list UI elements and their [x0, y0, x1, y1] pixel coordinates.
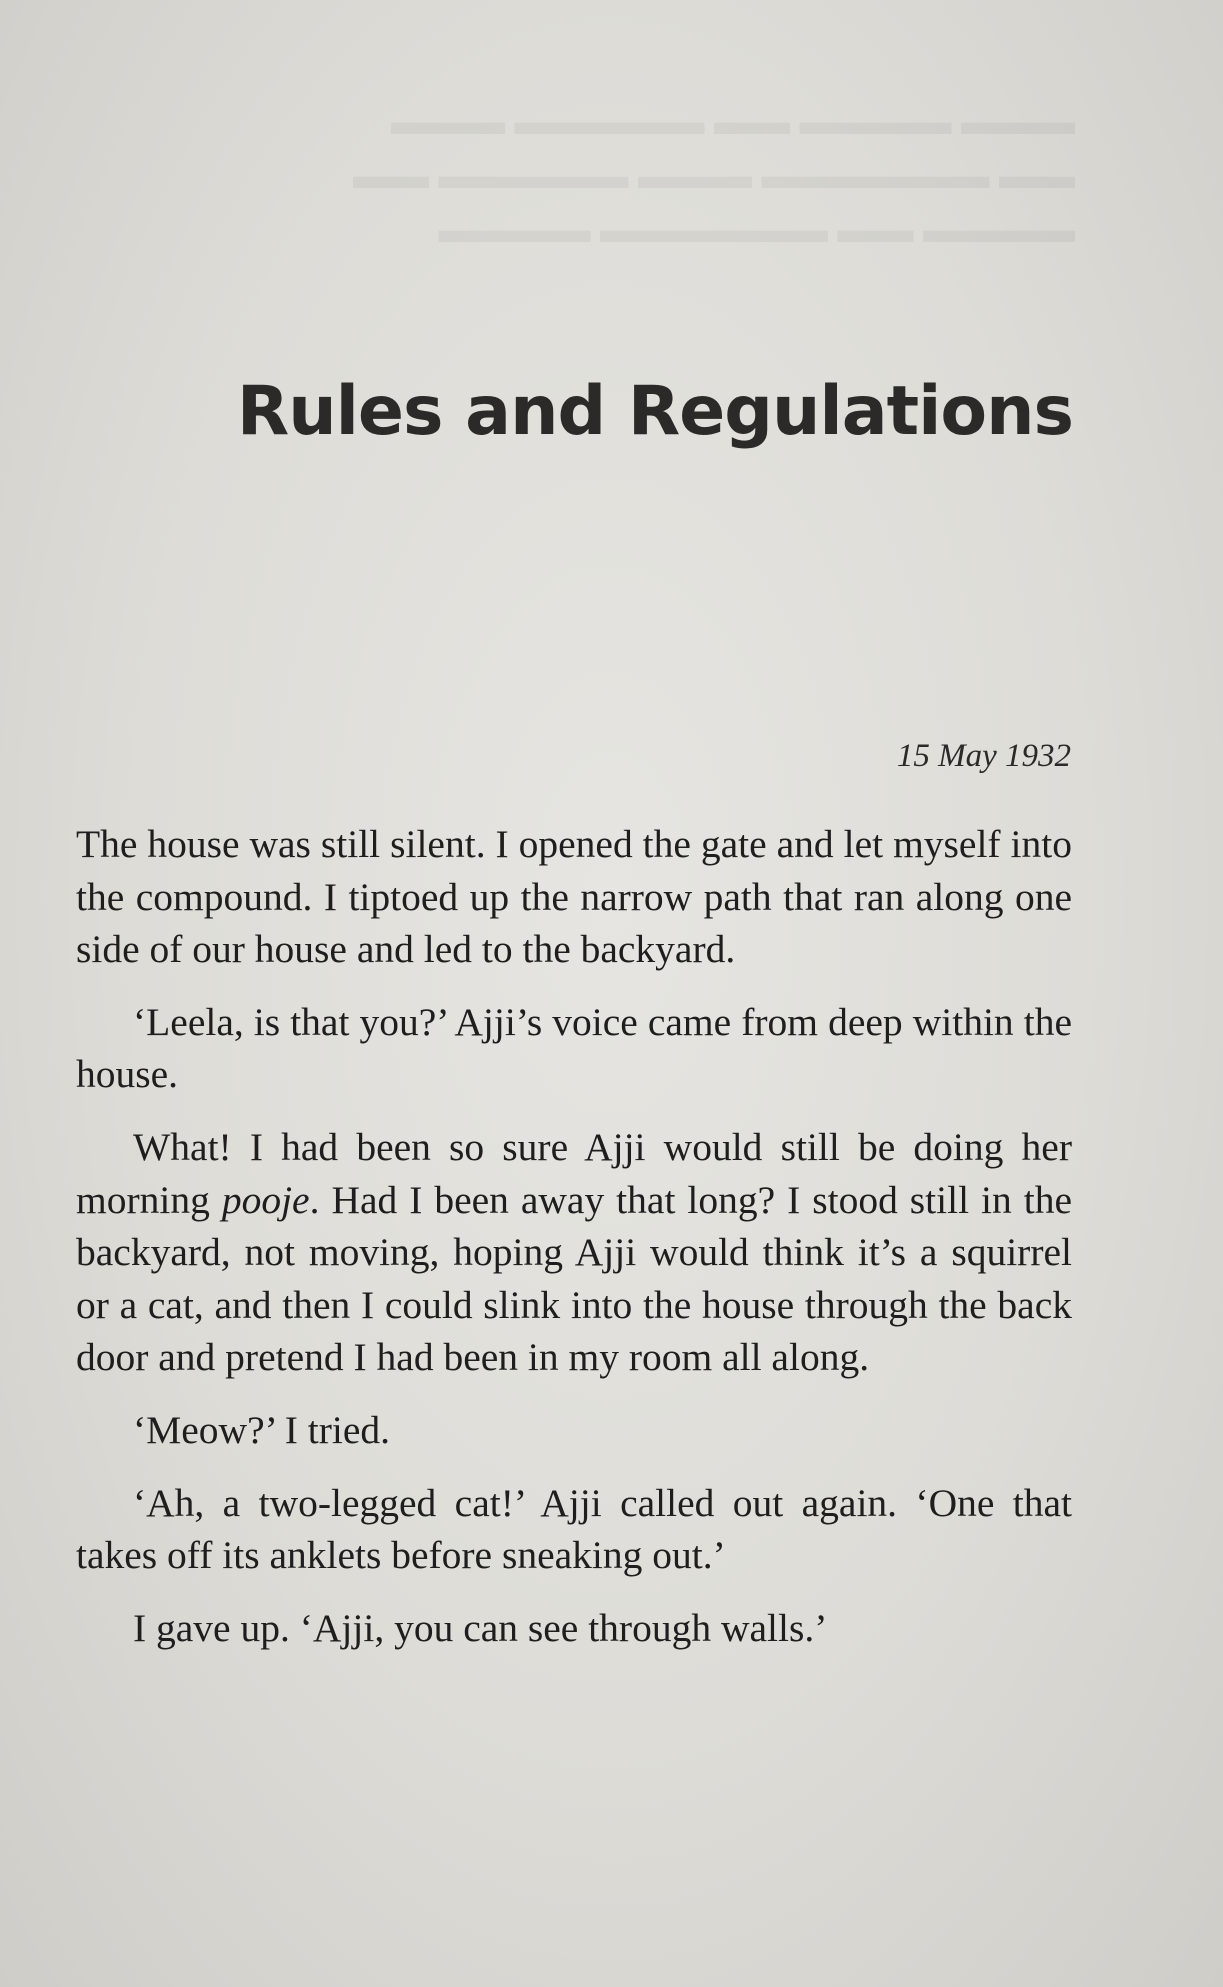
paragraph-3-end: . Had I been away that long? I stood still in the backyard, not moving, hoping Ajji would think it’s a squirrel or a cat, and then I could slink into the house through the back door and pretend I had been in my room all along.: [76, 1177, 1072, 1380]
paragraph-3-start: What! I had been so sure Ajji would still be doing her morning: [76, 1124, 1072, 1222]
paragraph-5: ‘Ah, a two-legged cat!’ Ajji called out again. ‘One that takes off its anklets before sneaking out.’: [76, 1480, 1072, 1578]
paragraph-6: I gave up. ‘Ajji, you can see through walls.’: [133, 1605, 828, 1650]
chapter-title: Rules and Regulations: [236, 372, 1073, 451]
chapter-body: [76, 818, 1072, 1674]
paragraph-3: [76, 1121, 1072, 1384]
show-through-text-texture: [75, 95, 1075, 257]
italic-word-pooje: pooje: [221, 1177, 310, 1222]
paragraph-1: The house was still silent. I opened the gate and let myself into the compound. I tiptoed up the narrow path that ran along one side of our house and led to the backyard.: [76, 822, 1072, 972]
paragraph-2: ‘Leela, is that you?’ Ajji’s voice came from deep within the house.: [76, 999, 1072, 1097]
entry-date: 15 May 1932: [896, 738, 1071, 774]
paragraph-4: ‘Meow?’ I tried.: [133, 1407, 391, 1452]
